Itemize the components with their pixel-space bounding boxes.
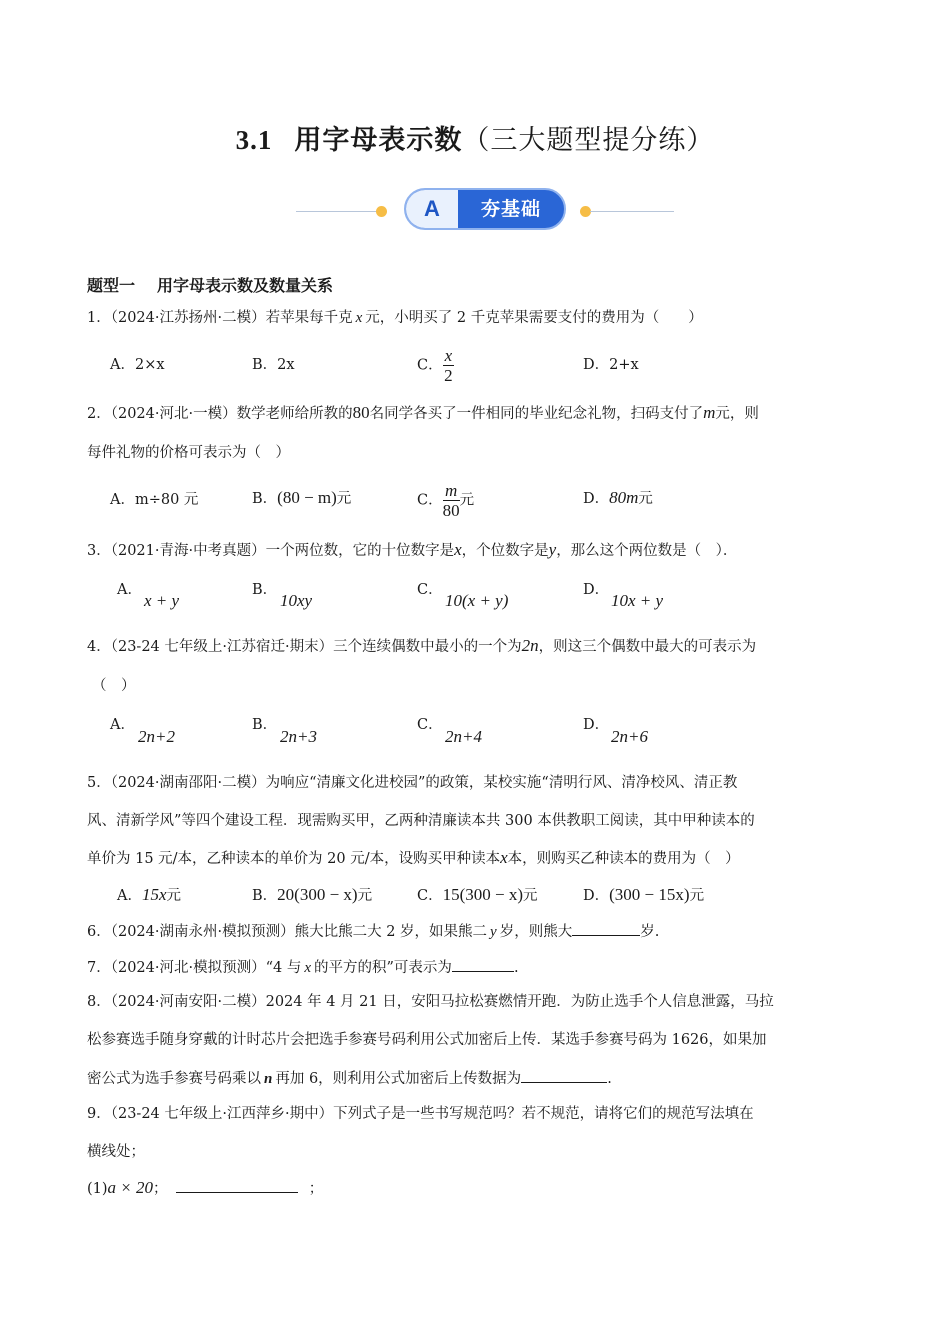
q3-option-a-label: A． [117,582,142,598]
q1-option-c-fraction [443,346,455,385]
q5-option-a-expr: 15x [141,885,167,904]
question-6 [87,921,659,942]
banner-dot-left [376,206,387,217]
q7-var-x: x [304,960,312,976]
question-3 [87,540,737,561]
q2-var-m: m [703,403,716,422]
title-main: 用字母表示数 [294,125,463,156]
title-subtitle: （三大题型提分练） [462,125,715,156]
q4-text-a: 4．（23-24 七年级上·江苏宿迁·期末）三个连续偶数中最小的一个为 [87,639,522,655]
level-letter: A [406,190,458,228]
question-5-line-3 [87,848,740,869]
q8-text-a: 密公式为选手参赛号码乘以 [87,1071,261,1087]
q9-item-sep: ； [153,1181,168,1197]
q5-option-d [583,885,704,906]
q4-option-d-expr: 2n+6 [611,727,648,746]
q8-answer-blank[interactable] [521,1068,607,1083]
q2-text-c: 元，则 [715,406,759,422]
q6-text-b: 岁，则熊大 [499,924,573,940]
level-badge [404,188,566,230]
q6-text-a: 6．（2024·湖南永州·模拟预测）熊大比熊二大 2 岁，如果熊二 [87,924,488,940]
q3-option-c-expr: 10(x + y) [445,591,509,610]
question-5-line-2: 风、清新学风”等四个建设工程．现需购买甲，乙两种清廉读本共 300 本供教职工阅读，其中甲种读本的 [87,813,755,829]
q4-text-b: ，则这三个偶数中最大的可表示为 [538,639,757,655]
title-number: 3.1 [235,125,273,155]
q2-option-c-unit: 元 [459,492,475,509]
q2-text-b: 名同学各买了一件相同的毕业纪念礼物，扫码支付了 [369,406,704,422]
q9-item-expr: a × 20 [107,1178,154,1197]
q2-option-c-label: C． [417,492,443,509]
q1-c-denominator: 2 [444,366,453,385]
banner-line-right [590,211,674,212]
q2-c-numerator: m [443,481,460,501]
question-8-line-3 [87,1068,612,1089]
q1-var: x [355,310,363,326]
q5-option-d-expr: (300 − 15x) [609,885,690,904]
q4-option-d-label: D． [583,717,610,733]
q2-option-d-label: D． [583,491,610,507]
q1-option-b: B．2x [252,357,295,373]
question-5-line-1: 5．（2024·湖南邵阳·二模）为响应“清廉文化进校园”的政策，某校实施“清明行风、清净校风、清正教 [87,775,738,791]
q8-text-c: . [607,1071,612,1087]
question-2-line-2: 每件礼物的价格可表示为（ ） [87,445,290,461]
section-title: 用字母表示数及数量关系 [157,276,334,295]
q6-var-y: y [490,924,497,940]
q5-option-c-expr: 15(300 − x) [442,885,524,904]
q5-option-b-label: B． [252,888,278,904]
q3-option-d-label: D． [583,582,610,598]
q3-option-d-expr: 10x + y [611,591,664,610]
q8-text-b: 再加 6，则利用公式加密后上传数据为 [275,1071,522,1087]
question-9-item-1 [87,1178,323,1199]
q9-item-end: ； [308,1181,324,1197]
q9-answer-blank[interactable] [176,1178,298,1193]
q4-option-b-expr: 2n+3 [280,727,317,746]
section-heading [87,273,333,296]
question-4-line-1 [87,636,756,657]
question-2-line-1 [87,403,759,424]
q5-option-a-unit: 元 [166,888,182,904]
level-label: 夯基础 [480,198,541,220]
q3-option-a-expr: x + y [144,591,180,610]
q3-option-b-label: B． [252,582,278,598]
q3-option-c-label: C． [417,582,443,598]
q2-num-80: 80 [352,403,370,422]
q4-option-b-label: B． [252,717,278,733]
q5-option-c-unit: 元 [523,888,538,904]
q2-option-d-expr: 80m [609,488,639,507]
level-banner [0,188,950,232]
q3-text-c: ，那么这个两位数是（ ）． [556,543,738,559]
q2-option-b [252,488,351,509]
q4-option-c-expr: 2n+4 [445,727,482,746]
q1-option-c-label: C． [417,357,443,374]
q5-option-c-label: C． [417,888,443,904]
q2-option-a: A．m÷80 元 [110,492,199,508]
question-1 [87,308,703,328]
q5-option-a [117,885,181,906]
question-8-line-2: 松参赛选手随身穿戴的计时芯片会把选手参赛号码利用公式加密后上传．某选手参赛号码为 1626，如果加 [87,1032,767,1048]
q7-text-a: 7．（2024·河北·模拟预测）“4 与 [87,960,302,976]
q5-var-x: x [500,848,508,867]
q4-option-a-label: A． [110,717,135,733]
q6-answer-blank[interactable] [572,921,640,936]
q5-option-d-label: D． [583,888,610,904]
q1-number: 1． [87,310,111,326]
q2-option-d [583,488,653,509]
q3-option-b-expr: 10xy [280,591,313,610]
q5-option-a-label: A． [117,888,142,904]
q2-option-c-fraction [443,481,460,520]
q3-text-a: 3．（2021·青海·中考真题）一个两位数，它的十位数字是 [87,543,455,559]
q2-option-d-unit: 元 [638,491,653,507]
q7-answer-blank[interactable] [452,957,514,972]
page-title [0,118,950,157]
question-8-line-1: 8．（2024·河南安阳·二模）2024 年 4 月 21 日，安阳马拉松赛燃情开跑．为防止选手个人信息泄露，马拉 [87,994,774,1010]
question-9-line-2: 横线处； [87,1144,145,1160]
q4-expr: 2n [521,636,539,655]
section-label: 题型一 [87,276,136,295]
q5-option-b-unit: 元 [357,888,373,904]
question-7 [87,957,519,978]
q6-text-c: 岁. [640,924,660,940]
q2-option-b-expr: (80 − m) [277,488,337,507]
banner-line-left [296,211,378,212]
q5-option-b [252,885,372,906]
q2-text-a: 2．（2024·河北·一模）数学老师给所教的 [87,406,353,422]
q1-text-2: 元，小明买了 2 千克苹果需要支付的费用为（ ） [365,310,703,326]
q3-var-x: x [454,540,462,559]
q5-option-c [417,885,538,906]
q5-text-b: 本，则购买乙种读本的费用为（ ） [507,851,740,867]
q3-text-b: ，个位数字是 [461,543,549,559]
q1-option-d: D．2+x [583,357,639,373]
q2-option-c [417,481,474,520]
q9-item-number: (1) [87,1181,108,1197]
q2-option-b-label: B． [252,491,278,507]
q1-option-a: A．2×x [110,357,165,373]
q2-option-b-unit: 元 [336,491,352,507]
question-4-line-2: （ ） [92,678,136,694]
question-9-line-1: 9．（23-24 七年级上·江西萍乡·期中）下列式子是一些书写规范吗？若不规范，请将它们的规范写法填在 [87,1106,754,1122]
q4-option-c-label: C． [417,717,443,733]
q1-text: （2024·江苏扬州·二模）若苹果每千克 [110,310,353,326]
q1-c-numerator: x [444,346,453,365]
q5-option-b-expr: 20(300 − x) [277,885,358,904]
q2-c-denominator: 80 [442,501,460,520]
q7-text-c: . [513,960,519,976]
q5-option-d-unit: 元 [689,888,705,904]
q3-var-y: y [548,540,557,559]
q5-text-a: 单价为 15 元/本，乙种读本的单价为 20 元/本，设购买甲种读本 [87,851,501,867]
q4-option-a-expr: 2n+2 [138,727,175,746]
q7-text-b: 的平方的积”可表示为 [314,960,452,976]
q1-option-c [417,346,454,385]
q8-var-n: n [264,1071,273,1087]
